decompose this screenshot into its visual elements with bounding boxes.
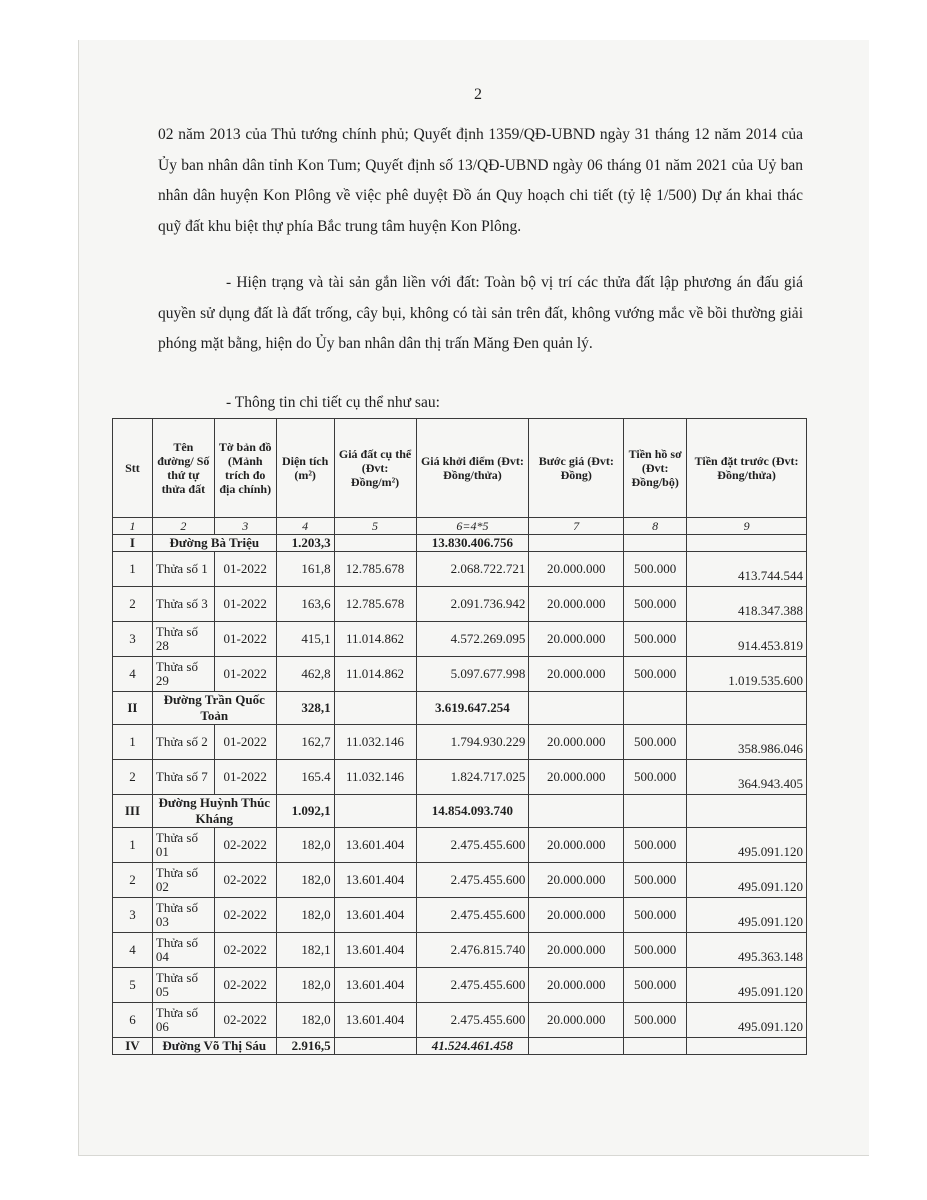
row-deposit: 495.091.120: [687, 828, 807, 863]
row-area: 161,8: [276, 552, 334, 587]
row-deposit: 1.019.535.600: [687, 657, 807, 692]
empty-cell: [334, 1038, 416, 1055]
row-map-sheet: 02-2022: [214, 1003, 276, 1038]
row-unit-price: 12.785.678: [334, 552, 416, 587]
row-bid-step: 20.000.000: [529, 622, 624, 657]
row-lot-number: Thửa số 28: [152, 622, 214, 657]
group-stt: IV: [113, 1038, 153, 1055]
empty-cell: [529, 1038, 624, 1055]
table-row: [113, 587, 807, 622]
table-row: [113, 552, 807, 587]
group-start-price: 3.619.647.254: [416, 692, 529, 725]
table-row: [113, 898, 807, 933]
col-number: 9: [687, 518, 807, 535]
row-unit-price: 11.032.146: [334, 760, 416, 795]
empty-cell: [624, 795, 687, 828]
row-unit-price: 13.601.404: [334, 933, 416, 968]
row-area: 165.4: [276, 760, 334, 795]
group-row: [113, 1038, 807, 1055]
group-area: 2.916,5: [276, 1038, 334, 1055]
group-street-name: Đường Huỳnh Thúc Kháng: [152, 795, 276, 828]
row-dossier-fee: 500.000: [624, 828, 687, 863]
paragraph-decisions: 02 năm 2013 của Thủ tướng chính phủ; Quyết định 1359/QĐ-UBND ngày 31 tháng 12 năm 2014 của Ủy ban nhân dân tỉnh Kon Tum; Quyết định số 13/QĐ-UBND ngày 06 tháng 01 năm 2021 của Uỷ ban nhân dân huyện Kon Plông về việc phê duyệt Đồ án Quy hoạch chi tiết (tỷ lệ 1/500) Dự án khai thác quỹ đất khu biệt thự phía Bắc trung tâm huyện Kon Plông.: [158, 126, 803, 235]
row-unit-price: 12.785.678: [334, 587, 416, 622]
row-area: 415,1: [276, 622, 334, 657]
table-row: [113, 657, 807, 692]
row-start-price: 2.475.455.600: [416, 968, 529, 1003]
row-start-price: 2.068.722.721: [416, 552, 529, 587]
row-start-price: 1.794.930.229: [416, 725, 529, 760]
row-start-price: 4.572.269.095: [416, 622, 529, 657]
row-dossier-fee: 500.000: [624, 760, 687, 795]
table-row: [113, 725, 807, 760]
row-map-sheet: 01-2022: [214, 760, 276, 795]
empty-cell: [624, 1038, 687, 1055]
row-dossier-fee: 500.000: [624, 898, 687, 933]
empty-cell: [624, 692, 687, 725]
header-deposit: Tiền đặt trước (Đvt: Đồng/thửa): [687, 419, 807, 518]
header-bid-step: Bước giá (Đvt: Đồng): [529, 419, 624, 518]
col-number: 5: [334, 518, 416, 535]
row-start-price: 1.824.717.025: [416, 760, 529, 795]
col-number: 2: [152, 518, 214, 535]
row-deposit: 495.091.120: [687, 968, 807, 1003]
row-area: 163,6: [276, 587, 334, 622]
row-unit-price: 13.601.404: [334, 898, 416, 933]
row-deposit: 495.091.120: [687, 898, 807, 933]
table-row: [113, 760, 807, 795]
row-area: 182,0: [276, 828, 334, 863]
row-lot-number: Thửa số 2: [152, 725, 214, 760]
row-lot-number: Thửa số 03: [152, 898, 214, 933]
row-lot-number: Thửa số 06: [152, 1003, 214, 1038]
row-lot-number: Thửa số 04: [152, 933, 214, 968]
row-start-price: 2.475.455.600: [416, 898, 529, 933]
page-number: 2: [474, 86, 482, 103]
row-dossier-fee: 500.000: [624, 552, 687, 587]
row-deposit: 364.943.405: [687, 760, 807, 795]
row-deposit: 495.091.120: [687, 1003, 807, 1038]
row-bid-step: 20.000.000: [529, 657, 624, 692]
row-lot-number: Thửa số 02: [152, 863, 214, 898]
row-stt: 6: [113, 1003, 153, 1038]
empty-cell: [529, 692, 624, 725]
row-dossier-fee: 500.000: [624, 587, 687, 622]
header-start-price: Giá khởi điểm (Đvt: Đồng/thửa): [416, 419, 529, 518]
row-dossier-fee: 500.000: [624, 1003, 687, 1038]
row-stt: 2: [113, 587, 153, 622]
row-start-price: 2.476.815.740: [416, 933, 529, 968]
row-area: 182,1: [276, 933, 334, 968]
row-area: 182,0: [276, 968, 334, 1003]
col-number: 3: [214, 518, 276, 535]
row-start-price: 5.097.677.998: [416, 657, 529, 692]
row-map-sheet: 02-2022: [214, 933, 276, 968]
header-area: Diện tích (m²): [276, 419, 334, 518]
row-start-price: 2.475.455.600: [416, 1003, 529, 1038]
empty-cell: [624, 535, 687, 552]
header-stt: Stt: [113, 419, 153, 518]
row-bid-step: 20.000.000: [529, 587, 624, 622]
row-map-sheet: 02-2022: [214, 898, 276, 933]
row-unit-price: 11.032.146: [334, 725, 416, 760]
row-stt: 3: [113, 622, 153, 657]
row-lot-number: Thửa số 1: [152, 552, 214, 587]
empty-cell: [687, 1038, 807, 1055]
row-dossier-fee: 500.000: [624, 968, 687, 1003]
row-unit-price: 13.601.404: [334, 863, 416, 898]
group-row: [113, 535, 807, 552]
header-lot-name: Tên đường/ Số thứ tự thửa đất: [152, 419, 214, 518]
row-stt: 5: [113, 968, 153, 1003]
row-lot-number: Thửa số 29: [152, 657, 214, 692]
row-deposit: 418.347.388: [687, 587, 807, 622]
row-map-sheet: 02-2022: [214, 828, 276, 863]
row-stt: 3: [113, 898, 153, 933]
row-map-sheet: 01-2022: [214, 725, 276, 760]
group-street-name: Đường Trần Quốc Toản: [152, 692, 276, 725]
row-area: 182,0: [276, 1003, 334, 1038]
row-bid-step: 20.000.000: [529, 968, 624, 1003]
row-lot-number: Thửa số 01: [152, 828, 214, 863]
table-row: [113, 622, 807, 657]
land-auction-table: [112, 418, 807, 1055]
row-start-price: 2.475.455.600: [416, 828, 529, 863]
group-stt: I: [113, 535, 153, 552]
row-lot-number: Thửa số 7: [152, 760, 214, 795]
row-area: 462,8: [276, 657, 334, 692]
row-bid-step: 20.000.000: [529, 725, 624, 760]
row-bid-step: 20.000.000: [529, 863, 624, 898]
row-map-sheet: 02-2022: [214, 863, 276, 898]
row-stt: 4: [113, 657, 153, 692]
group-street-name: Đường Võ Thị Sáu: [152, 1038, 276, 1055]
group-area: 328,1: [276, 692, 334, 725]
row-stt: 2: [113, 760, 153, 795]
row-stt: 1: [113, 552, 153, 587]
group-row: [113, 692, 807, 725]
row-dossier-fee: 500.000: [624, 725, 687, 760]
col-number: 6=4*5: [416, 518, 529, 535]
row-dossier-fee: 500.000: [624, 933, 687, 968]
group-street-name: Đường Bà Triệu: [152, 535, 276, 552]
paragraph-details-intro: - Thông tin chi tiết cụ thể như sau:: [226, 394, 440, 411]
empty-cell: [687, 692, 807, 725]
group-row: [113, 795, 807, 828]
row-unit-price: 13.601.404: [334, 1003, 416, 1038]
row-start-price: 2.475.455.600: [416, 863, 529, 898]
row-unit-price: 11.014.862: [334, 657, 416, 692]
row-bid-step: 20.000.000: [529, 1003, 624, 1038]
row-map-sheet: 01-2022: [214, 587, 276, 622]
row-map-sheet: 02-2022: [214, 968, 276, 1003]
row-bid-step: 20.000.000: [529, 933, 624, 968]
row-map-sheet: 01-2022: [214, 552, 276, 587]
col-number: 1: [113, 518, 153, 535]
row-area: 162,7: [276, 725, 334, 760]
group-stt: III: [113, 795, 153, 828]
col-number: 7: [529, 518, 624, 535]
row-deposit: 358.986.046: [687, 725, 807, 760]
row-area: 182,0: [276, 898, 334, 933]
row-area: 182,0: [276, 863, 334, 898]
row-unit-price: 13.601.404: [334, 828, 416, 863]
empty-cell: [334, 795, 416, 828]
column-number-row: [113, 518, 807, 535]
group-start-price: 14.854.093.740: [416, 795, 529, 828]
table-row: [113, 828, 807, 863]
row-map-sheet: 01-2022: [214, 657, 276, 692]
header-map-sheet: Tờ bản đồ (Mảnh trích đo địa chính): [214, 419, 276, 518]
row-stt: 1: [113, 725, 153, 760]
row-unit-price: 13.601.404: [334, 968, 416, 1003]
empty-cell: [334, 535, 416, 552]
table-row: [113, 863, 807, 898]
empty-cell: [529, 795, 624, 828]
row-deposit: 914.453.819: [687, 622, 807, 657]
row-map-sheet: 01-2022: [214, 622, 276, 657]
empty-cell: [687, 795, 807, 828]
group-stt: II: [113, 692, 153, 725]
row-unit-price: 11.014.862: [334, 622, 416, 657]
row-lot-number: Thửa số 05: [152, 968, 214, 1003]
row-bid-step: 20.000.000: [529, 898, 624, 933]
empty-cell: [529, 535, 624, 552]
header-dossier-fee: Tiền hồ sơ (Đvt: Đồng/bộ): [624, 419, 687, 518]
row-deposit: 495.363.148: [687, 933, 807, 968]
row-bid-step: 20.000.000: [529, 828, 624, 863]
row-stt: 4: [113, 933, 153, 968]
row-deposit: 413.744.544: [687, 552, 807, 587]
row-dossier-fee: 500.000: [624, 622, 687, 657]
row-stt: 1: [113, 828, 153, 863]
row-lot-number: Thửa số 3: [152, 587, 214, 622]
col-number: 8: [624, 518, 687, 535]
row-dossier-fee: 500.000: [624, 863, 687, 898]
empty-cell: [334, 692, 416, 725]
table-row: [113, 1003, 807, 1038]
group-area: 1.203,3: [276, 535, 334, 552]
row-bid-step: 20.000.000: [529, 760, 624, 795]
row-stt: 2: [113, 863, 153, 898]
col-number: 4: [276, 518, 334, 535]
table-row: [113, 968, 807, 1003]
table-header-row: [113, 419, 807, 518]
row-bid-step: 20.000.000: [529, 552, 624, 587]
group-area: 1.092,1: [276, 795, 334, 828]
header-unit-price: Giá đất cụ thể (Đvt: Đồng/m²): [334, 419, 416, 518]
row-dossier-fee: 500.000: [624, 657, 687, 692]
table-row: [113, 933, 807, 968]
row-start-price: 2.091.736.942: [416, 587, 529, 622]
group-start-price: 13.830.406.756: [416, 535, 529, 552]
empty-cell: [687, 535, 807, 552]
paragraph-land-status: - Hiện trạng và tài sản gắn liền với đất: Toàn bộ vị trí các thửa đất lập phương án đấu giá quyền sử dụng đất là đất trống, cây bụi, không có tài sản trên đất, không vướng mắc về bồi thường giải phóng mặt bằng, hiện do Ủy ban nhân dân thị trấn Măng Đen quản lý.: [158, 274, 803, 353]
group-start-price: 41.524.461.458: [416, 1038, 529, 1055]
row-deposit: 495.091.120: [687, 863, 807, 898]
